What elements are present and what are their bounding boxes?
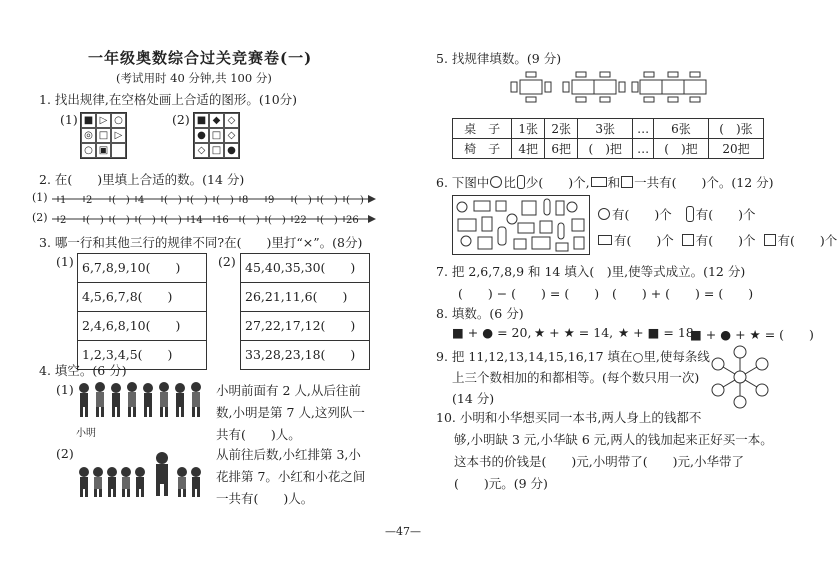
question-10-text bbox=[436, 407, 773, 495]
triangle-right-icon: ▷ bbox=[96, 113, 111, 128]
star-circles-diagram bbox=[707, 344, 773, 410]
question-6-text bbox=[436, 173, 774, 191]
q3-row[interactable]: 1,2,3,4,5( ) bbox=[82, 347, 173, 362]
number-line-label[interactable]: ( ) bbox=[138, 215, 156, 226]
question-2-text: 2. 在( )里填上合适的数。(14 分) bbox=[39, 172, 245, 187]
table-cell: 4把 bbox=[512, 139, 545, 159]
q4-p2 bbox=[216, 444, 365, 510]
q3-box-1 bbox=[77, 253, 207, 370]
q10-line: ( )元。(9 分) bbox=[454, 476, 548, 491]
xiaoming-label: 小明 bbox=[76, 428, 96, 439]
number-line-label[interactable]: ( ) bbox=[164, 215, 182, 226]
table-cell: … bbox=[633, 119, 654, 139]
q9-line: 上三个数相加的和都相等。(每个数只用一次) bbox=[452, 370, 700, 385]
question-3-text: 3. 哪一行和其他三行的规律不同?在( )里打“×”。(8分) bbox=[39, 235, 363, 250]
diamond-outline-icon: ◇ bbox=[224, 128, 239, 143]
page-number: —47— bbox=[385, 525, 421, 538]
question-7-text: 7. 把 2,6,7,8,9 和 14 填入( )里,使等式成立。(12 分) bbox=[436, 264, 746, 279]
q3-label-2: (2) bbox=[218, 254, 236, 269]
children-queue-illustration bbox=[76, 380, 206, 424]
q3-row[interactable]: 6,7,8,9,10( ) bbox=[78, 254, 206, 283]
page-subtitle: (考试用时 40 分钟,共 100 分) bbox=[116, 71, 272, 85]
q8-equation-4[interactable]: ■ + ● + ★ = ( ) bbox=[690, 327, 814, 342]
q4-p2-line: 花排第 7。小红和小花之间 bbox=[216, 469, 366, 484]
q3-box-2 bbox=[240, 253, 370, 370]
q6-text-c: 少( )个, bbox=[525, 175, 590, 190]
q4-label-2: (2) bbox=[56, 446, 74, 461]
q2-line1-label: (1) bbox=[32, 191, 48, 204]
q3-row[interactable]: 33,28,23,18( ) bbox=[245, 347, 356, 362]
diamond-outline-icon: ◇ bbox=[224, 113, 239, 128]
number-line-label: 1 bbox=[60, 195, 67, 206]
question-1-text: 1. 找出规律,在空格处画上合适的图形。(10分) bbox=[39, 92, 298, 107]
q4-p1-line: 共有( )人。 bbox=[216, 427, 301, 442]
cuboid-icon bbox=[591, 177, 607, 187]
table-cell: 6把 bbox=[545, 139, 578, 159]
q3-label-1: (1) bbox=[56, 254, 74, 269]
number-lines bbox=[50, 189, 380, 229]
circle-icon bbox=[490, 176, 502, 188]
tables-chairs-table bbox=[452, 118, 764, 159]
q4-p2-line: 从前往后数,小红排第 3,小 bbox=[216, 447, 361, 462]
table-cell[interactable]: ( )把 bbox=[654, 139, 709, 159]
q10-line: 这本书的价钱是( )元,小明带了( )元,小华带了 bbox=[454, 454, 744, 469]
number-line-label[interactable]: ( ) bbox=[346, 195, 364, 206]
q6-text-d: 和 bbox=[607, 175, 621, 190]
number-line-label: 2 bbox=[60, 215, 67, 226]
table-cell: 1张 bbox=[512, 119, 545, 139]
page-title: 一年级奥数综合过关竞赛卷(一) bbox=[88, 49, 313, 67]
q9-line: 9. 把 11,12,13,14,15,16,17 填在○里,使每条线 bbox=[436, 349, 710, 364]
square-outline-icon: □ bbox=[209, 128, 224, 143]
tables-chairs-pattern bbox=[510, 68, 710, 108]
number-line-label: 4 bbox=[138, 195, 145, 206]
square-outline-icon: □ bbox=[209, 143, 224, 158]
table-cell: 2张 bbox=[545, 119, 578, 139]
number-line-label[interactable]: ( ) bbox=[112, 195, 130, 206]
cylinder-icon bbox=[686, 206, 694, 222]
q4-p1-line: 小明前面有 2 人,从后往前 bbox=[216, 383, 361, 398]
square-icon: ■ bbox=[81, 113, 96, 128]
q6-count[interactable]: 有( )个 bbox=[695, 207, 756, 222]
number-line-label: 26 bbox=[346, 215, 359, 226]
table-cell[interactable]: ( )张 bbox=[708, 119, 763, 139]
table-cell[interactable]: ( )把 bbox=[578, 139, 633, 159]
q3-row[interactable]: 45,40,35,30( ) bbox=[241, 254, 369, 283]
q6-count[interactable]: 有( )个 bbox=[612, 207, 672, 222]
q6-count[interactable]: 有( )个 bbox=[777, 233, 837, 248]
q8-equation-2: ★ + ★ = 14, bbox=[534, 325, 614, 340]
table-row bbox=[453, 119, 764, 139]
number-line-label: 16 bbox=[216, 215, 229, 226]
number-line-label[interactable]: ( ) bbox=[242, 215, 260, 226]
q4-label-1: (1) bbox=[56, 382, 74, 397]
q6-count[interactable]: 有( )个 bbox=[614, 233, 674, 248]
number-line-label[interactable]: ( ) bbox=[320, 215, 338, 226]
cube-icon bbox=[621, 176, 633, 188]
q8-equation-1: ■ + ● = 20, bbox=[452, 325, 532, 340]
question-4-text: 4. 填空。(6 分) bbox=[39, 363, 127, 378]
table-cell: 20把 bbox=[708, 139, 763, 159]
filled-circle-icon: ● bbox=[224, 143, 239, 158]
number-line-label[interactable]: ( ) bbox=[112, 215, 130, 226]
q6-text-a: 6. 下图中 bbox=[436, 175, 490, 190]
number-line-label: 2 bbox=[86, 195, 93, 206]
q3-row[interactable]: 4,5,6,7,8( ) bbox=[78, 283, 206, 312]
triangle-right-icon: ▷ bbox=[111, 128, 126, 143]
circle-outline-icon: ○ bbox=[81, 143, 96, 158]
question-9-text bbox=[436, 346, 710, 409]
q3-row[interactable]: 2,4,6,8,10( ) bbox=[78, 312, 206, 341]
q6-count-row-2 bbox=[598, 231, 837, 249]
q8-equation-3: ★ + ■ = 18 bbox=[618, 325, 694, 340]
children-line-illustration bbox=[76, 450, 206, 500]
number-line-label[interactable]: ( ) bbox=[216, 195, 234, 206]
q3-row[interactable]: 27,22,17,12( ) bbox=[241, 312, 369, 341]
number-line-label[interactable]: ( ) bbox=[190, 195, 208, 206]
question-8-text: 8. 填数。(6 分) bbox=[436, 306, 524, 321]
q1-label-2: (2) bbox=[172, 112, 190, 127]
table-cell: 6张 bbox=[654, 119, 709, 139]
number-line-label[interactable]: ( ) bbox=[86, 215, 104, 226]
q6-text-e: 一共有( )个。(12 分) bbox=[634, 175, 774, 190]
q4-p1-line: 数,小明是第 7 人,这列队一 bbox=[216, 405, 365, 420]
number-line-label: 8 bbox=[242, 195, 249, 206]
solid-shapes-picture bbox=[452, 195, 590, 255]
circle-gray-icon: ● bbox=[194, 128, 209, 143]
square-pattern-icon: ▣ bbox=[96, 143, 111, 158]
diamond-icon: ◆ bbox=[209, 113, 224, 128]
filled-square-icon: ■ bbox=[194, 113, 209, 128]
circle-icon: ○ bbox=[111, 113, 126, 128]
q6-count[interactable]: 有( )个 bbox=[695, 233, 756, 248]
table-cell: … bbox=[633, 139, 654, 159]
table-row bbox=[453, 139, 764, 159]
number-line-label[interactable]: ( ) bbox=[164, 195, 182, 206]
q3-row[interactable]: 26,21,11,6( ) bbox=[241, 283, 369, 312]
q6-text-b: 比 bbox=[503, 175, 516, 190]
number-line-label: 9 bbox=[268, 195, 275, 206]
q1-label-1: (1) bbox=[60, 112, 78, 127]
table-cell: 3张 bbox=[578, 119, 633, 139]
q7-equation-2[interactable]: ( ) + ( ) = ( ) bbox=[612, 286, 754, 301]
square-outline-icon: □ bbox=[96, 128, 111, 143]
number-line-label: 14 bbox=[190, 215, 203, 226]
q7-equation-1[interactable]: ( ) − ( ) = ( ) bbox=[458, 286, 600, 301]
cube-icon bbox=[682, 234, 694, 246]
number-line-label: 22 bbox=[294, 215, 307, 226]
q10-line: 10. 小明和小华想买同一本书,两人身上的钱都不 bbox=[436, 410, 702, 425]
q4-p2-line: 一共有( )人。 bbox=[216, 491, 314, 506]
table-cell: 椅 子 bbox=[453, 139, 512, 159]
q1-pattern-grid-2 bbox=[193, 112, 240, 159]
empty-cell[interactable] bbox=[111, 143, 126, 158]
number-line-label[interactable]: ( ) bbox=[320, 195, 338, 206]
cube-icon bbox=[764, 234, 776, 246]
cylinder-icon bbox=[517, 175, 525, 189]
question-5-text: 5. 找规律填数。(9 分) bbox=[436, 51, 562, 66]
double-circle-icon: ◎ bbox=[81, 128, 96, 143]
q9-line: (14 分) bbox=[452, 391, 495, 406]
q1-pattern-grid-1 bbox=[80, 112, 127, 159]
circle-icon bbox=[598, 208, 610, 220]
q4-p1 bbox=[216, 380, 365, 446]
number-line-label[interactable]: ( ) bbox=[294, 195, 312, 206]
diamond-outline-icon: ◇ bbox=[194, 143, 209, 158]
cuboid-icon bbox=[598, 235, 612, 245]
q2-line2-label: (2) bbox=[32, 211, 48, 224]
number-line-label[interactable]: ( ) bbox=[268, 215, 286, 226]
q10-line: 够,小明缺 3 元,小华缺 6 元,两人的钱加起来正好买一本。 bbox=[454, 432, 773, 447]
q6-count-row-1 bbox=[598, 205, 756, 223]
table-cell: 桌 子 bbox=[453, 119, 512, 139]
